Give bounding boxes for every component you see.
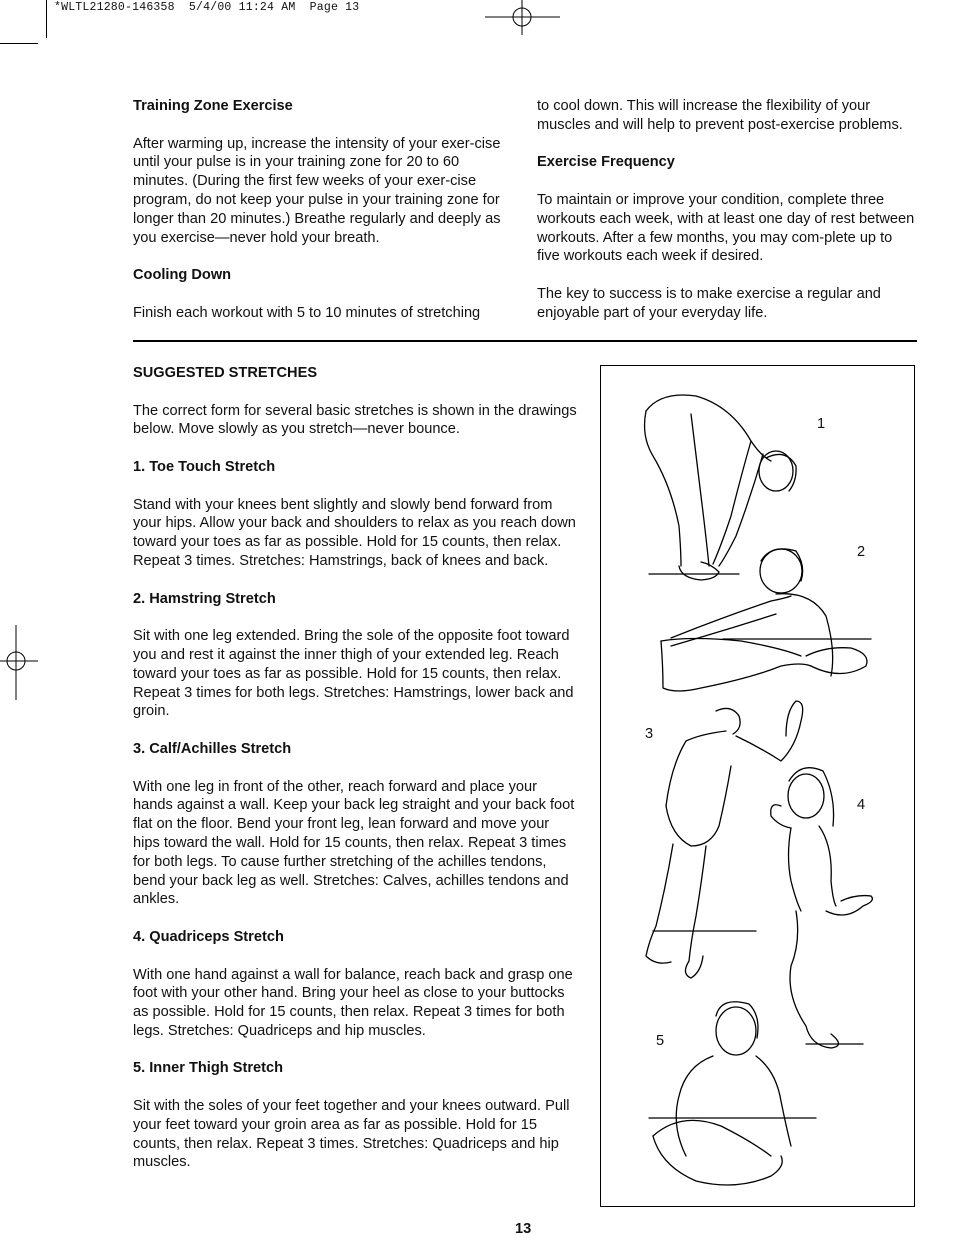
exercise-frequency-heading: Exercise Frequency <box>537 154 675 171</box>
cooling-down-continued: to cool down. This will increase the flexibility of your muscles and will help to prevent post-exercise problems. <box>537 98 903 133</box>
stretch-illustrations-box <box>600 365 915 1207</box>
training-zone-text: After warming up, increase the intensity of your exer-cise until your pulse is in your training zone for 20 to 60 minutes. (During the first few weeks of your exer-cise program, do not keep your pulse in your training zone for longer than 20 minutes.) Breathe regularly and deeply as you exercise—never hold your breath. <box>133 135 501 246</box>
stretch-2-heading: 2. Hamstring Stretch <box>133 590 276 607</box>
stretches-column <box>133 364 578 1191</box>
hamstring-stretch-figure-icon <box>661 549 871 691</box>
toe-touch-figure-icon <box>645 395 797 580</box>
stretch-5-text: Sit with the soles of your feet together and your knees outward. Pull your feet toward your groin area as far as possible. Hold for 15 counts, then relax. Repeat 3 times. Stretches: Quadriceps and hip muscles. <box>133 1098 570 1171</box>
cooling-down-heading: Cooling Down <box>133 267 232 284</box>
suggested-stretches-title: SUGGESTED STRETCHES <box>133 365 318 381</box>
stretch-1-heading: 1. Toe Touch Stretch <box>133 458 276 475</box>
stretch-5-heading: 5. Inner Thigh Stretch <box>133 1060 284 1077</box>
stretch-1-text: Stand with your knees bent slightly and slowly bend forward from your hips. Allow your back and shoulders to relax as you reach down toward your toes as far as possible. Hold for 15 counts, then relax. Repeat 3 times. Stretches: Hamstrings, back of knees and back. <box>133 496 576 569</box>
stretch-4-text: With one hand against a wall for balance, reach back and grasp one foot with your other hand. Bring your heel as close to your buttocks as possible. Hold for 15 counts, then relax. Repeat 3 times for both legs. Stretches: Quadriceps and hip muscles. <box>133 966 573 1039</box>
exercise-frequency-text: To maintain or improve your condition, complete three workouts each week, with at least one day of rest between workouts. After a few months, you may com-plete up to five workouts each week if desired. <box>537 191 915 265</box>
key-to-success-text: The key to success is to make exercise a regular and enjoyable part of your everyday life. <box>537 285 881 321</box>
print-slug: *WLTL21280-146358 5/4/00 11:24 AM Page 13 <box>54 1 360 14</box>
inner-thigh-stretch-figure-icon <box>649 1002 816 1185</box>
stretch-illustrations <box>601 366 916 1208</box>
stretch-2-text: Sit with one leg extended. Bring the sole of the opposite foot toward you and rest it against the inner thigh of your extended leg. Reach toward your toes as far as possible. Hold for 15 counts, then relax. Repeat 3 times for both legs. Stretches: Hamstrings, lower back and groin. <box>133 628 574 720</box>
page-number: 13 <box>515 1221 532 1237</box>
stretch-3-heading: 3. Calf/Achilles Stretch <box>133 740 292 757</box>
stretches-intro: The correct form for several basic stretches is shown in the drawings below. Move slowly as you stretch—never bounce. <box>133 402 577 438</box>
cooling-down-text: Finish each workout with 5 to 10 minutes of stretching <box>133 304 481 321</box>
stretch-4-heading: 4. Quadriceps Stretch <box>133 928 284 945</box>
figure-label-5: 5 <box>656 1033 665 1049</box>
figure-label-3: 3 <box>645 726 654 742</box>
figure-label-4: 4 <box>857 797 866 813</box>
section-divider <box>133 340 917 342</box>
top-left-column <box>133 97 508 341</box>
figure-label-1: 1 <box>817 416 826 432</box>
training-zone-heading: Training Zone Exercise <box>133 98 293 114</box>
figure-label-2: 2 <box>857 544 866 560</box>
stretch-3-text: With one leg in front of the other, reach forward and place your hands against a wall. Keep your back leg straight and your back foot flat on the floor. Bend your front leg, lean forward and move your hips toward the wall. Hold for 15 counts, then relax. Repeat 3 times for both legs. To cause further stretching of the achilles tendons, bend your back leg as well. Stretches: Calves, achilles tendons and ankles. <box>133 778 575 908</box>
calf-achilles-stretch-figure-icon <box>646 701 803 978</box>
top-right-column <box>537 97 919 341</box>
